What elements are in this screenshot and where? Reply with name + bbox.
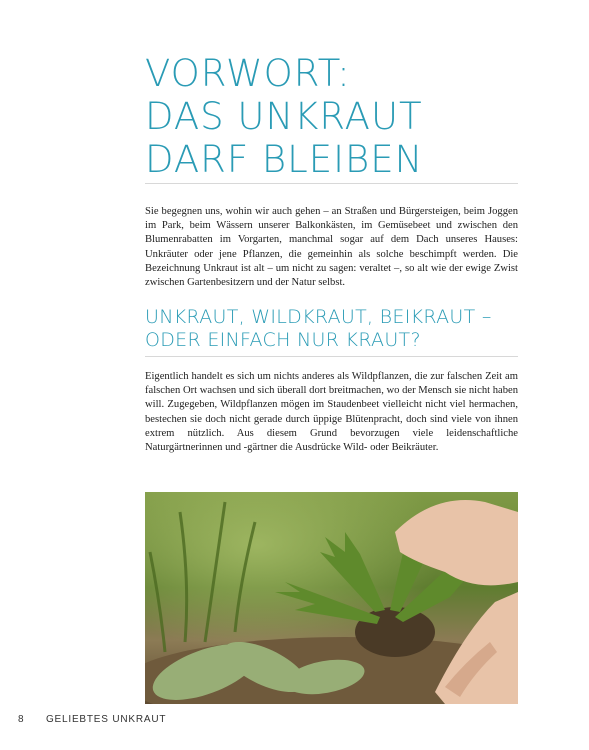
section-divider [145,356,518,357]
section-heading [145,306,525,352]
title-divider [145,183,518,184]
running-title: GELIEBTES UNKRAUT [45,714,167,725]
intro-paragraph: Sie begegnen uns, wohin wir auch gehen – an Straßen und Bürgersteigen, beim Joggen im Park, beim Wässern unserer Balkonkästen, im Gemüsebeet und zwischen den Blumenrabatten im Vorgarten, manchmal sogar auf dem Dach unseres Hauses: Unkräuter oder jene Pflanzen, die gemeinhin als solche beschimpft werden. Die Bezeichnung Unkraut ist alt – um nicht zu sagen: veraltet –, so alt wie der ewige Zwist zwischen Gartenbesitzern und der Natur selbst. [145,206,518,289]
chapter-title-line-3: DARF BLEIBEN [145,138,424,181]
section-heading-line-1: UNKRAUT, WILDKRAUT, BEIKRAUT – [145,306,492,328]
chapter-title-line-2: DAS UNKRAUT [145,95,423,138]
section-heading-line-2: ODER EINFACH NUR KRAUT? [145,329,421,351]
chapter-title [145,52,525,181]
body-paragraph: Eigentlich handelt es sich um nichts anderes als Wildpflanzen, die zur falschen Zeit am falschen Ort wachsen und sich überall dort breitmachen, wo der Mensch sie nicht haben will. Zugegeben, Wildpflanzen mögen im Staudenbeet vielleicht nicht viel hermachen, bestechen sie doch nicht gerade durch üppige Blütenpracht, doch sind viele von ihnen extrem nützlich. Aus diesem Grund bevorzugen viele leidenschaftliche Naturgärtnerinnen und -gärtner die Ausdrücke Wild- oder Beikräuter. [145,371,519,454]
page-footer [18,714,166,725]
weeding-photo [145,492,518,704]
weeding-hands-photo-icon [145,492,518,704]
chapter-title-line-1: VORWORT: [145,52,351,95]
page-number: 8 [18,714,25,725]
